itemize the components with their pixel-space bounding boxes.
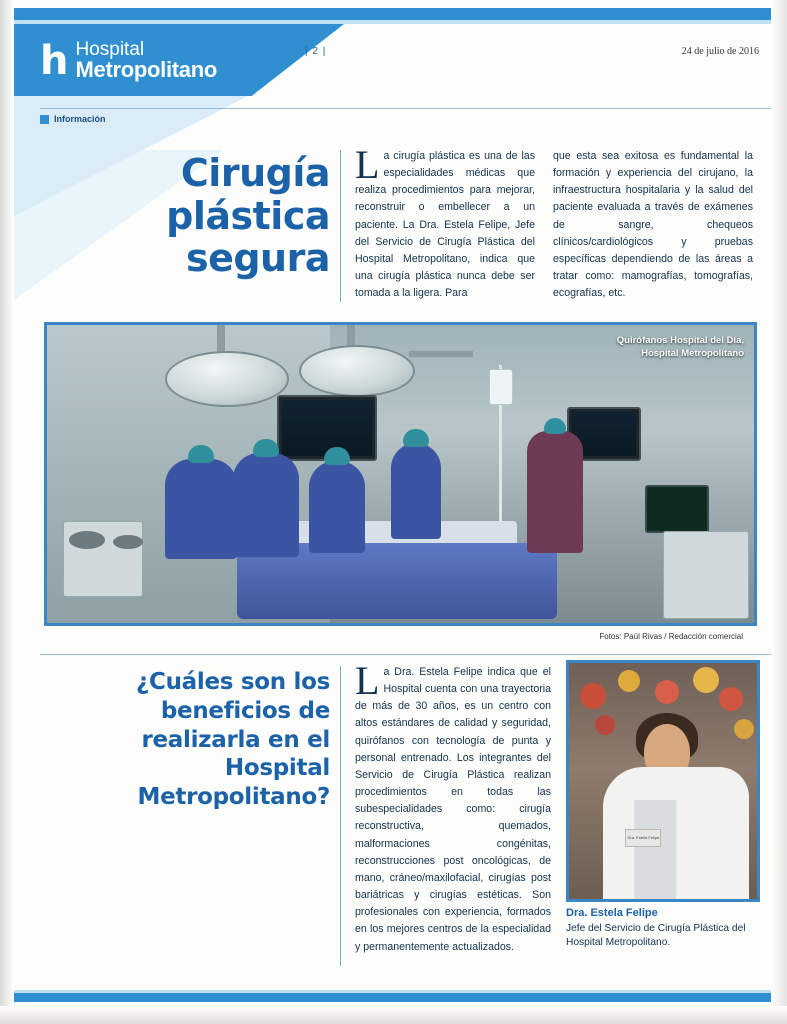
surgeon-3 — [309, 461, 365, 553]
doctor-portrait-photo — [566, 660, 760, 902]
dropcap-2: L — [355, 658, 380, 703]
instrument-bowl-2 — [113, 535, 143, 549]
article-column-2 — [553, 148, 753, 302]
portrait-name-badge: Dra. Estela Felipe — [625, 829, 661, 847]
surgical-cap-1 — [188, 445, 214, 463]
lower-article-text: a Dra. Estela Felipe indica que el Hospital cuenta con una trayectoria de más de 30 años, es un centro con altos estándares de calidad y seguridad, quirófanos con tecnología de punta y personal entrenado. Los integrantes del Servicio de Cirugía Plástica realizan procedimientos en todas las subespecialidades como: cirugía reconstructiva, quemados, malformaciones congénitas, reconstrucciones post oncológicas, de mano, cráneo/maxilofacial, cirugías post bariátricas y cirugías estéticas. Son profesionales con experiencia, formados en los mejores centros de la especialidad y permanentemente actualizados. — [355, 666, 551, 953]
surgical-cap-2 — [253, 439, 279, 457]
flower-icon-1 — [580, 683, 606, 709]
monitor-screen-1 — [282, 400, 372, 456]
page-folio: | 2 | — [305, 46, 327, 57]
surgical-cap-3 — [324, 447, 350, 465]
article-column-1-text: a cirugía plástica es una de las especialidades médicas que realiza procedimientos para mejorar, reconstruir o embellecer a un paciente. La Dra. Estela Felipe, Jefe del Servicio de Cirugía Plástica del Hospital Metropolitano, indica que una cirugía plástica nunca debe ser tomada a la ligera. Para — [355, 150, 535, 300]
operating-room-photo — [44, 322, 757, 626]
surgical-cap-4 — [403, 429, 429, 447]
logo-line-hospital: Hospital — [75, 39, 145, 60]
top-decorative-band — [14, 8, 771, 20]
section-tag — [40, 114, 106, 124]
page-title: Cirugía plástica segura — [166, 151, 330, 281]
instrument-bowl-1 — [69, 531, 105, 549]
section-tag-label: Información — [54, 114, 106, 124]
article-column-2-text: que esta sea exitosa es fundamental la formación y experiencia del cirujano, la infraestructura hospitalaria y la salud del paciente evaluada a través de exámenes de sangre, chequeos clínicos/cardiológicos y pruebas específicas dependiendo de las áreas a tratar como: mamografías, tomografías, ecografías, etc. — [553, 150, 753, 300]
surgeon-1 — [165, 459, 237, 559]
flower-icon-2 — [618, 670, 640, 692]
flower-icon-7 — [734, 719, 754, 739]
hospital-logo-icon: h — [40, 37, 67, 84]
portrait-inner-garment — [635, 800, 676, 899]
surgeon-2 — [233, 453, 299, 557]
flower-icon-5 — [719, 687, 743, 711]
logo-line-metropolitano: Metropolitano — [75, 57, 218, 83]
top-decorative-band-light — [14, 20, 771, 24]
photo-caption-line-1: Quirófanos Hospital del Día, — [616, 335, 744, 346]
photo-caption-line-2: Hospital Metropolitano — [641, 347, 744, 359]
flower-icon-3 — [655, 680, 679, 704]
article-column-1 — [355, 142, 535, 302]
logo-wordmark — [75, 40, 217, 82]
column-divider-1 — [340, 150, 341, 302]
surgical-cap-5 — [544, 418, 566, 434]
anesthesia-display — [645, 485, 709, 533]
issue-date: 24 de julio de 2016 — [681, 46, 759, 57]
portrait-caption-name: Dra. Estela Felipe — [566, 907, 658, 919]
mid-rule — [40, 654, 771, 655]
bottom-decorative-band — [14, 993, 771, 1002]
dropcap-1: L — [355, 142, 380, 187]
masthead — [40, 37, 218, 84]
nurse — [527, 431, 583, 553]
section-subheading: ¿Cuáles son los beneficios de realizarla en el Hospital Metropolitano? — [135, 669, 330, 810]
surgeon-4 — [391, 443, 441, 539]
equipment-cart — [663, 531, 749, 619]
header-rule — [40, 108, 771, 109]
photo-caption — [617, 335, 744, 361]
flower-icon-6 — [595, 715, 615, 735]
section-tag-square-icon — [40, 115, 49, 124]
surgical-lamp-1 — [165, 351, 289, 407]
portrait-caption-role: Jefe del Servicio de Cirugía Plástica del Hospital Metropolitano. — [566, 923, 746, 949]
lower-article-column — [355, 658, 551, 956]
scan-edge-left — [0, 0, 14, 1024]
flower-icon-4 — [693, 667, 719, 693]
lamp-arm-3 — [409, 351, 473, 357]
iv-bag — [489, 369, 513, 405]
column-divider-2 — [340, 666, 341, 966]
photo-credit: Fotos: Paúl Rivas / Redacción comercial — [599, 632, 743, 641]
scan-edge-bottom — [0, 1006, 787, 1024]
surgical-lamp-2 — [299, 345, 415, 397]
scan-edge-right — [771, 0, 787, 1024]
